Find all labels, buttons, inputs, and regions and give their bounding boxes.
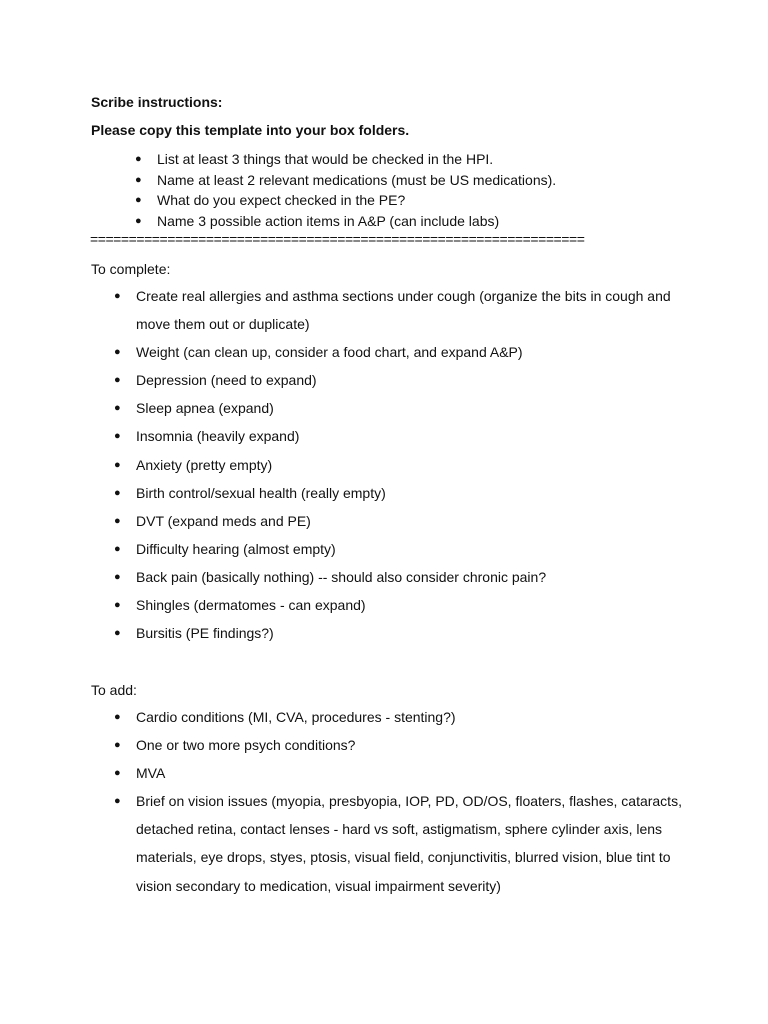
list-item: ● Create real allergies and asthma sections under cough (organize the bits in cough and move them out or duplicate) xyxy=(114,282,694,338)
list-item: ● Sleep apnea (expand) xyxy=(114,394,694,422)
list-item: ● Name 3 possible action items in A&P (can include labs) xyxy=(135,211,735,232)
list-item: ● Cardio conditions (MI, CVA, procedures - stenting?) xyxy=(114,703,694,731)
list-item: ● MVA xyxy=(114,759,694,787)
document-title: Scribe instructions: xyxy=(91,94,223,110)
to-complete-list xyxy=(114,282,694,647)
to-add-list xyxy=(114,703,694,900)
list-item: ● Difficulty hearing (almost empty) xyxy=(114,535,694,563)
list-item: ● List at least 3 things that would be checked in the HPI. xyxy=(135,149,735,170)
to-complete-label: To complete: xyxy=(91,261,171,277)
list-item: ● Back pain (basically nothing) -- should also consider chronic pain? xyxy=(114,563,694,591)
document-subtitle: Please copy this template into your box folders. xyxy=(91,122,410,138)
list-item: ● What do you expect checked in the PE? xyxy=(135,190,735,211)
list-item: ● DVT (expand meds and PE) xyxy=(114,507,694,535)
list-item: ● Birth control/sexual health (really empty) xyxy=(114,479,694,507)
to-add-label: To add: xyxy=(91,682,137,698)
list-item: ● Depression (need to expand) xyxy=(114,366,694,394)
separator-line: ================================================================ xyxy=(90,231,585,247)
list-item: ● Weight (can clean up, consider a food chart, and expand A&P) xyxy=(114,338,694,366)
list-item: ● One or two more psych conditions? xyxy=(114,731,694,759)
list-item: ● Name at least 2 relevant medications (must be US medications). xyxy=(135,170,735,191)
list-item: ● Shingles (dermatomes - can expand) xyxy=(114,591,694,619)
list-item: ● Brief on vision issues (myopia, presbyopia, IOP, PD, OD/OS, floaters, flashes, cataracts, detached retina, contact lenses - hard vs soft, astigmatism, sphere cylinder axis, lens materials, eye drops, styes, ptosis, visual field, conjunctivitis, blurred vision, blue tint to vision secondary to medication, visual impairment severity) xyxy=(114,787,694,899)
list-item: ● Insomnia (heavily expand) xyxy=(114,422,694,450)
instructions-list xyxy=(135,149,735,232)
list-item: ● Anxiety (pretty empty) xyxy=(114,451,694,479)
list-item: ● Bursitis (PE findings?) xyxy=(114,619,694,647)
